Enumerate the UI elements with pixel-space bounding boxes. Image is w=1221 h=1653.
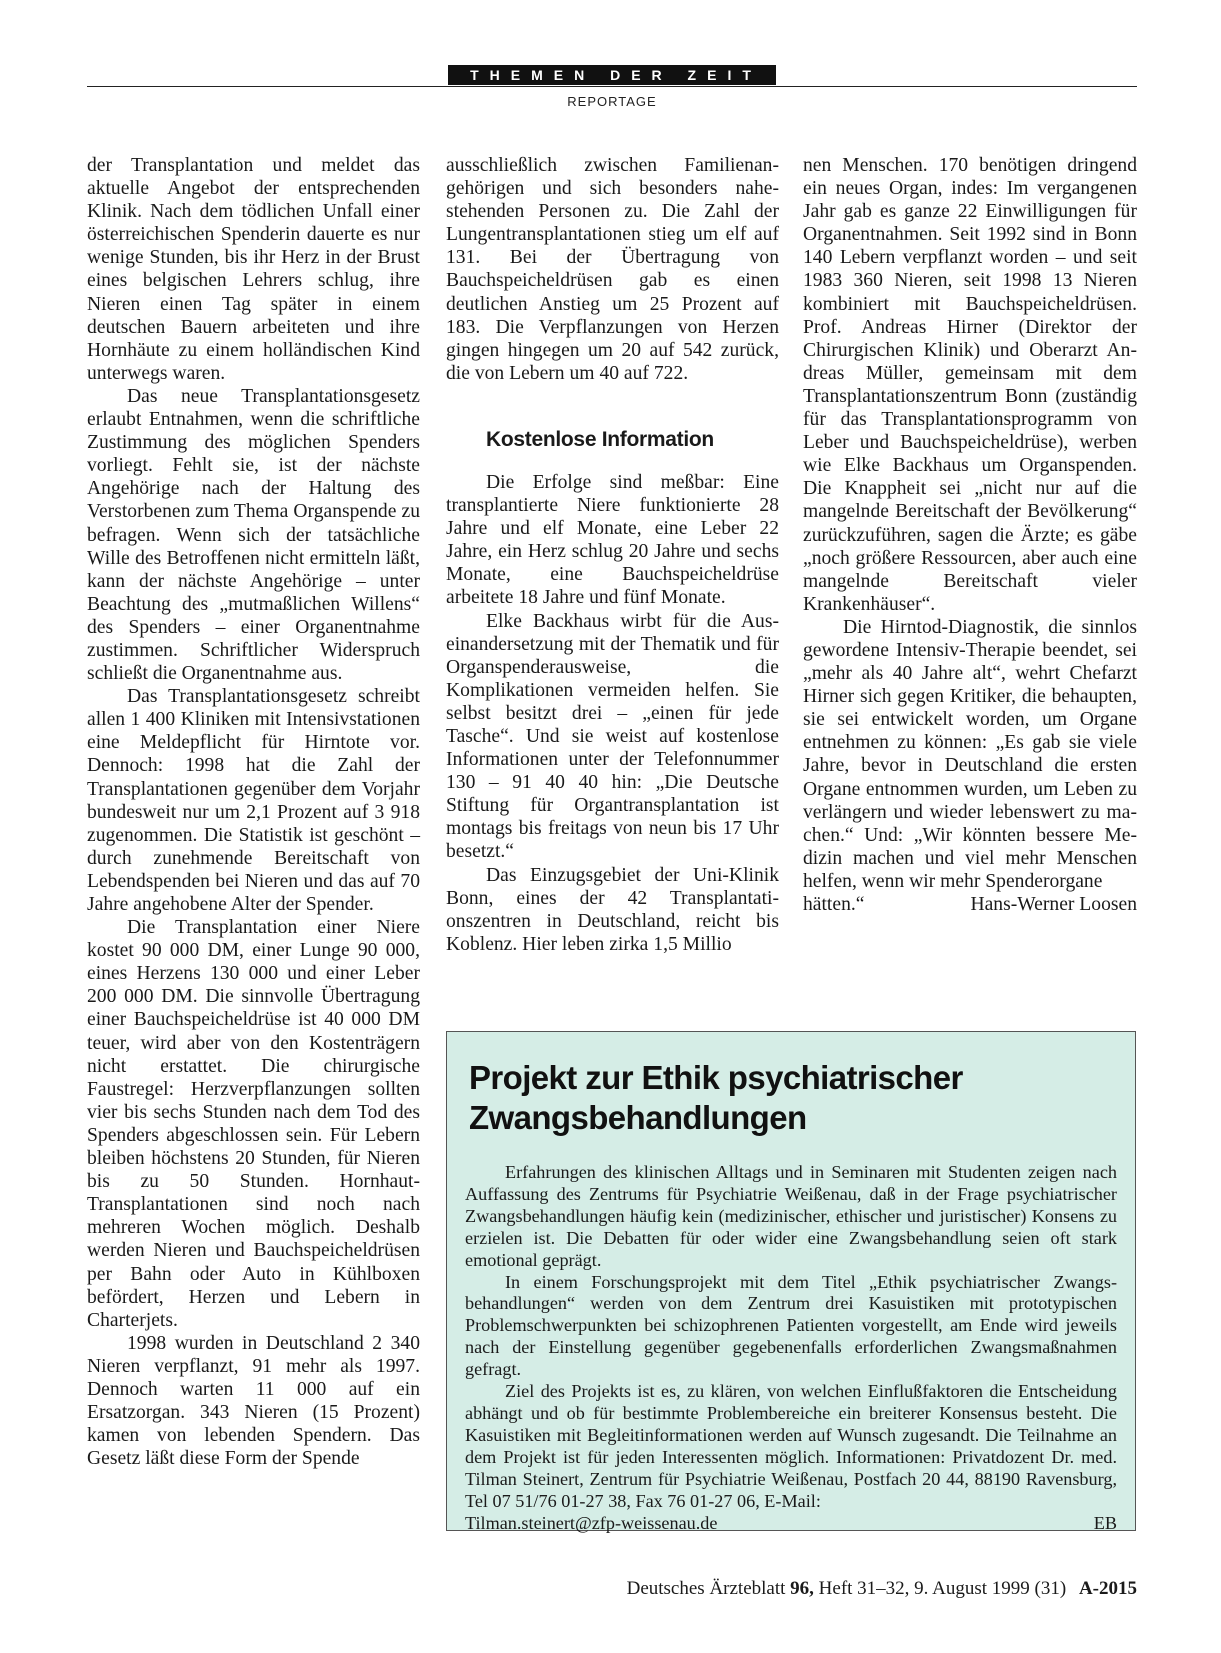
page-number: A-2015 — [1078, 1578, 1137, 1599]
page-footer — [627, 1578, 1137, 1600]
author-initials: EB — [1093, 1512, 1117, 1533]
paragraph: Die Erfolge sind meßbar: Eine transplantierte Niere funktionierte 28 Jahre und elf Monate, eine Leber 22 Jahre, ein Herz schlug 20 Jahre und sechs Monate, eine Bauchspeicheldrüse arbeitete 18 Jahre und fünf Monate. — [446, 471, 779, 609]
journal-name: Deutsches Ärzteblatt — [626, 1578, 786, 1599]
paragraph: Ziel des Projekts ist es, zu klären, von welchen Einflußfaktoren die Entscheidung abhängt und ob für bestimmte Problembereiche ein breiterer Konsensus besteht. Die Kasuistiken mit Begleitinformationen werden auf Wunsch zugesandt. Die Teilnahme an dem Projekt ist für jeden Interessenten möglich. Informationen: Privatdozent Dr. med. Tilman Steinert, Zentrum für Psychiatrie Weißenau, Postfach 20 44, 88190 Ravensburg, Tel 07 51/76 01-27 38, Fax 76 01-27 06, E-Mail: — [465, 1381, 1117, 1511]
paragraph: In einem Forschungsprojekt mit dem Titel „Ethik psychiatrischer Zwangsbehandlungen“ werden von dem Zentrum drei Kasuistiken mit prototypischen Problemschwerpunkten bei schizophrenen Patienten vorgestellt, am Ende wird jeweils nach der Einstellung gegenüber gegebenenfalls erforderlichen Zwangsmaßnahmen gefragt. — [465, 1271, 1117, 1380]
paragraph: Erfahrungen des klinischen Alltags und in Seminaren mit Studenten zeigen nach Auffassung des Zentrums für Psychiatrie Weißenau, daß in der Frage psychiatrischer Zwangsbehandlungen häufig kein (medizinischer, ethischer und juristischer) Konsens zu erzielen ist. Die Debatten für oder wider eine Zwangsbehandlung seien oft stark emotional geprägt. — [465, 1162, 1117, 1270]
column-1 — [87, 154, 420, 1470]
header-rule — [87, 86, 1137, 87]
paragraph: Das Transplantationsgesetz schreibt allen 1 400 Kliniken mit Intensivstationen eine Meldepflicht für Hirntote vor. Dennoch: 1998 hat die Zahl der Transplantationen gegenüber dem Vorjahr bundesweit nur um 2,1 Prozent auf 3 918 zugenommen. Die Statistik ist geschönt – durch zunehmende Bereitschaft von Lebendspenden bei Nieren und das auf 70 Jahre angehobene Alter der Spender. — [87, 686, 420, 915]
box-closing-line — [465, 1513, 1117, 1535]
author-byline: Hans-Werner Loosen — [970, 894, 1137, 915]
closing-text: hätten.“ — [803, 894, 865, 915]
section-bar: THEMEN DER ZEIT — [448, 65, 776, 85]
email-address: Tilman.steinert@zfp-weissenau.de — [465, 1512, 718, 1533]
issue-info: Heft 31–32, 9. August 1999 (31) — [818, 1578, 1067, 1599]
paragraph: Elke Backhaus wirbt für die Auseinandersetzung mit der Thematik und für Organspenderausweise, die Komplikationen vermeiden helfen. Sie selbst besitzt drei – „einen für jede Tasche“. Und sie weist auf kostenlose Informationen unter der Telefonnummer 130 – 91 40 40 hin: „Die Deutsche Stiftung für Organtransplantation ist montags bis freitags von neun bis 17 Uhr besetzt.“ — [446, 610, 779, 863]
paragraph: 1998 wurden in Deutschland 2 340 Nieren verpflanzt, 91 mehr als 1997. Dennoch warten 11 000 auf ein Ersatzorgan. 343 Nieren (15 Prozent) kamen von lebenden Spendern. Das Gesetz läßt diese Form der Spende — [87, 1332, 420, 1470]
subsection-label: REPORTAGE — [567, 94, 657, 109]
paragraph: Das Einzugsgebiet der Uni-Klinik Bonn, eines der 42 Transplantationszentren in Deutschland, reicht bis Koblenz. Hier leben zirka 1,5 Millio — [446, 864, 779, 955]
subheading: Kostenlose Information — [486, 427, 714, 451]
volume-number: 96, — [790, 1578, 814, 1599]
info-box — [446, 1031, 1136, 1531]
article-closing-line — [803, 893, 1137, 916]
column-3 — [803, 154, 1137, 916]
paragraph: nen Menschen. 170 benötigen dringend ein neues Organ, indes: Im vergangenen Jahr gab es ganze 22 Einwilligungen für Organentnahmen. Seit 1992 sind in Bonn 140 Lebern verpflanzt worden – und seit 1983 360 Nieren, seit 1998 13 Nieren kombiniert mit Bauchspeicheldrüsen. Prof. Andreas Hirner (Direktor der Chirurgischen Klinik) und Oberarzt Andreas Müller, gemeinsam mit dem Transplantationszentrum Bonn (zuständig für das Transplantationsprogramm von Leber und Bauchspeicheldrüse), werben wie Elke Backhaus um Organspenden. Die Knappheit sei „nicht nur auf die mangelnde Bereitschaft der Bevölkerung“ zurückzuführen, sagen die Ärzte; es gäbe „noch größere Ressourcen, aber auch eine mangelnde Bereitschaft vieler Krankenhäuser“. — [803, 155, 1137, 615]
paragraph: ausschließlich zwischen Familienangehörigen und sich besonders nahestehenden Personen zu. Die Zahl der Lungentransplantationen stieg um elf auf 131. Bei der Übertragung von Bauchspeicheldrüsen gab es einen deutlichen Anstieg um 25 Prozent auf 183. Die Verpflanzungen von Herzen gingen hingegen um 20 auf 542 zurück, die von Lebern um 40 auf 722. — [446, 155, 779, 384]
box-title: Projekt zur Ethik psychiatrischer Zwangsbehandlungen — [469, 1059, 963, 1136]
paragraph: Die Transplantation einer Niere kostet 90 000 DM, einer Lunge 90 000, eines Herzens 130 000 und einer Leber 200 000 DM. Die sinnvolle Übertragung einer Bauchspeicheldrüse ist 40 000 DM teuer, wird aber von den Kostenträgern nicht erstattet. Die chirurgische Faustregel: Herzverpflanzungen sollten vier bis sechs Stunden nach dem Tod des Spenders abgeschlossen sein. Für Lebern bleiben höchstens 20 Stunden, für Nieren bis zu 50 Stunden. Hornhaut-Transplantationen sind noch nach mehreren Wochen möglich. Deshalb werden Nieren und Bauchspeicheldrüsen per Bahn oder Auto in Kühlboxen befördert, Herzen und Lebern in Charterjets. — [87, 917, 420, 1331]
paragraph: der Transplantation und meldet das aktuelle Angebot der entsprechenden Klinik. Nach dem tödlichen Unfall einer österreichischen Spenderin dauerte es nur wenige Stunden, bis ihr Herz in der Brust eines belgischen Lehrers schlug, ihre Nieren einen Tag später in einem deutschen Bauern arbeiteten und ihre Hornhäute zu einem holländischen Kind unterwegs waren. — [87, 155, 420, 384]
box-body — [465, 1162, 1117, 1534]
column-2 — [446, 154, 779, 956]
paragraph: Das neue Transplantationsgesetz erlaubt Entnahmen, wenn die schriftliche Zustimmung des möglichen Spenders vorliegt. Fehlt sie, ist der nächste Angehörige nach der Haltung des Verstorbenen zum Thema Organspende zu befragen. Wenn sich der tatsächliche Wille des Betroffenen nicht ermitteln läßt, kann der nächste Angehörige – unter Beachtung des „mutmaßlichen Willens“ des Spenders – einer Organentnahme zustimmen. Schriftlicher Widerspruch schließt die Organentnahme aus. — [87, 385, 420, 685]
paragraph: Die Hirntod-Diagnostik, die sinnlos gewordene Intensiv-Therapie beendet, sei „mehr als 40 Jahre alt“, wehrt Chefarzt Hirner sich gegen Kritiker, die behaupten, sie sei entwickelt worden, um Organe entnehmen zu können: „Es gab sie viele Jahre, bevor in Deutschland die ersten Organe entnommen wurden, um Leben zu verlängern und wieder lebenswert zu machen.“ Und: „Wir könnten bessere Medizin machen und viel mehr Menschen helfen, wenn wir mehr Spenderorgane — [803, 616, 1137, 892]
